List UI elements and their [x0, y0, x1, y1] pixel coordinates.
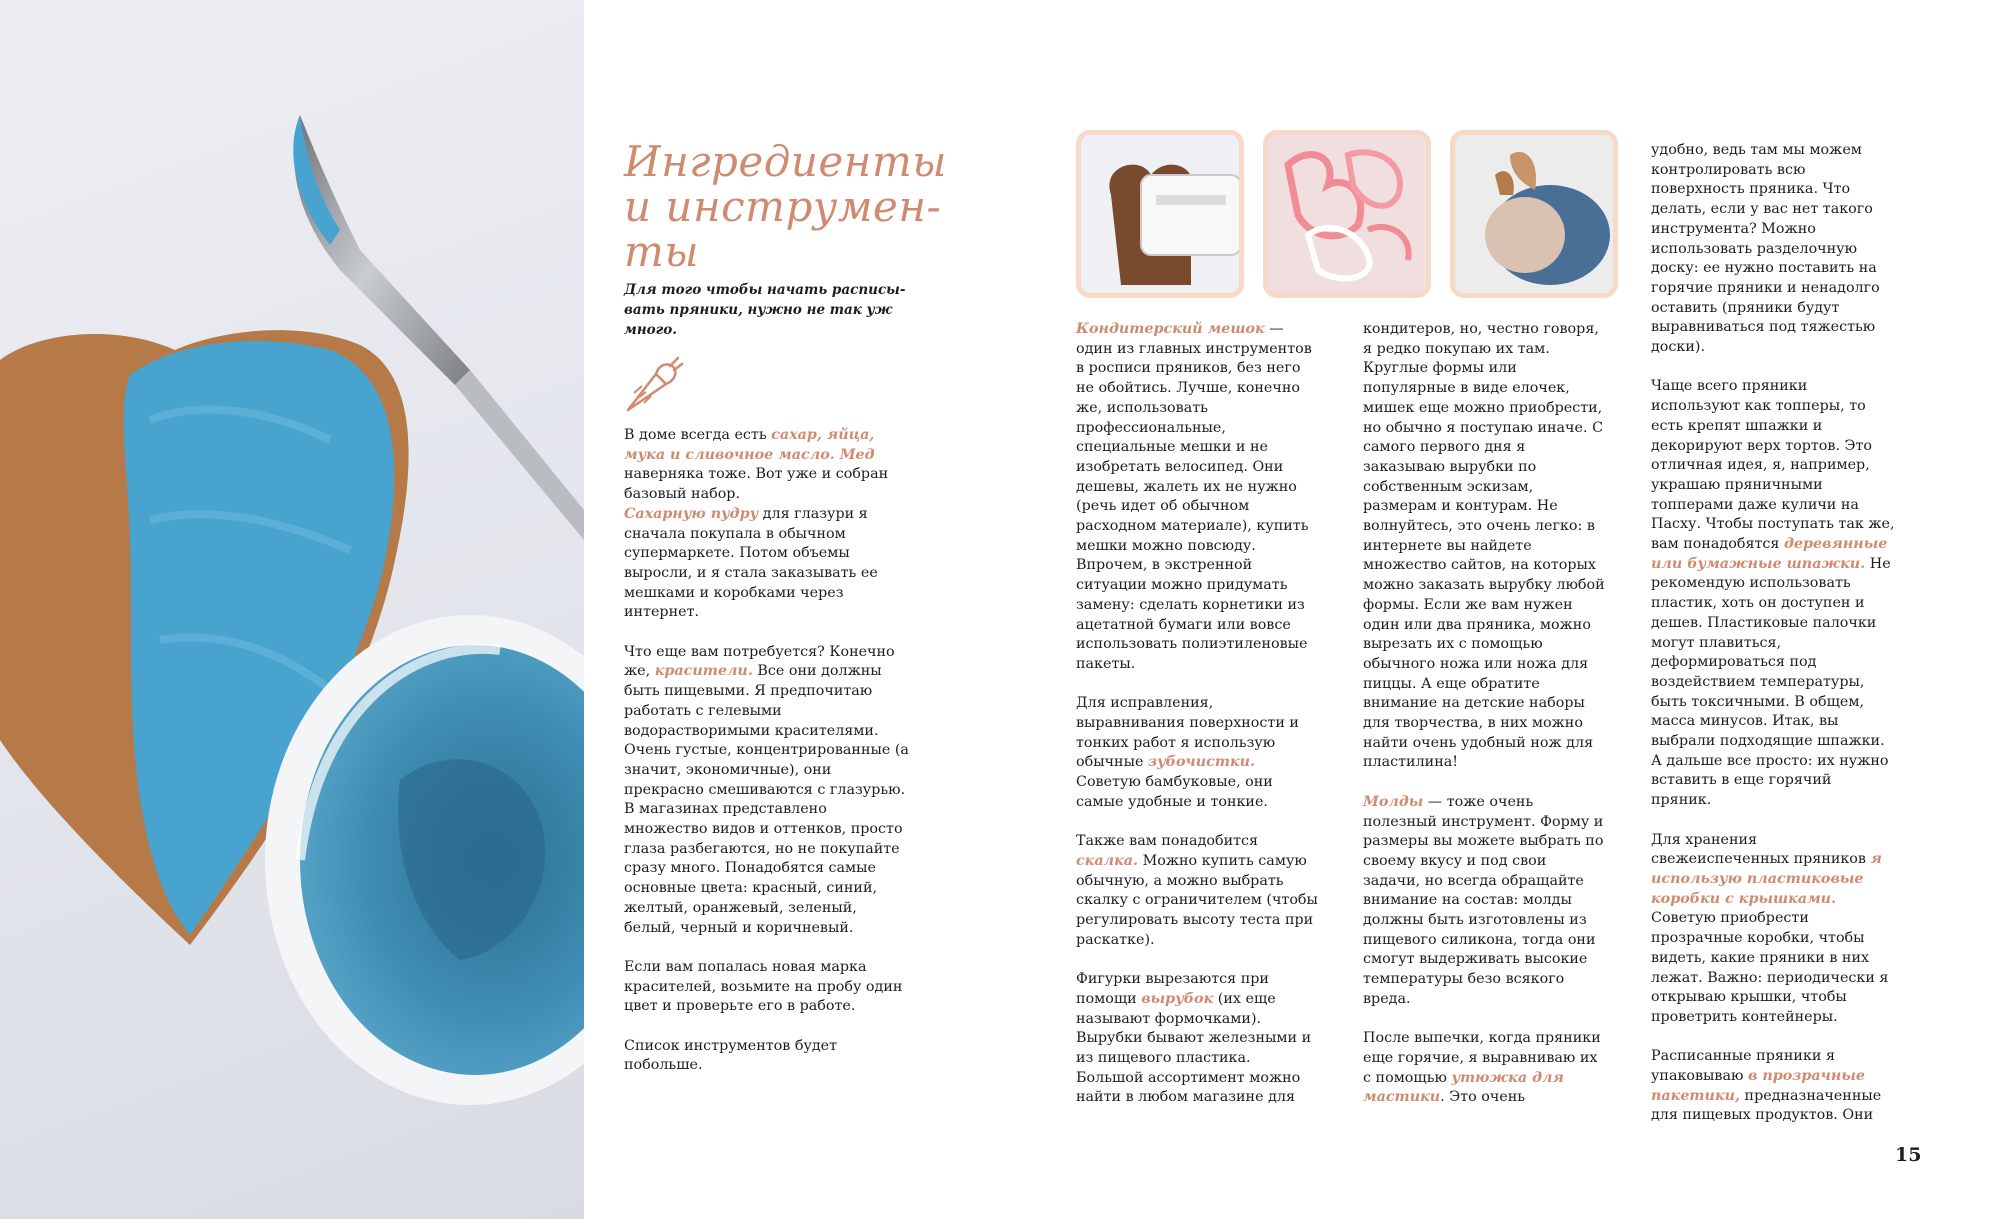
highlight: красители.: [654, 663, 753, 680]
highlight: утюжка для мастики: [1363, 1069, 1564, 1106]
paragraph: Если вам попалась новая марка красителей, возьмите на пробу один цвет и проверьте его в работе.: [624, 958, 903, 1015]
paragraph: После выпечки, когда пряники еще горячие, я выравниваю их с помощью утюжка для мастики. Это очень: [1363, 1030, 1601, 1106]
highlight: зубочистки.: [1147, 754, 1255, 771]
text-column-3: [1363, 320, 1608, 1108]
highlight: Молды: [1363, 793, 1424, 810]
paragraph: Расписанные пряники я упаковываю в прозрачные пакетики, предназначенные для пищевых продуктов. Они: [1651, 1048, 1882, 1124]
lead-line: вать пряники, нужно не так уж: [624, 302, 893, 318]
text-column-2: [1076, 320, 1321, 1108]
page-number: 15: [1895, 1144, 1922, 1166]
paragraph: Для исправления, выравнивания поверхности и тонких работ я использую обычные зубочистки. Советую бамбуковые, они самые удобные и тонкие.: [1076, 695, 1299, 810]
highlight: скалка.: [1076, 852, 1139, 869]
page-title: [624, 139, 954, 274]
piping-bag-icon: [622, 352, 686, 416]
title-line: и инструмен-: [624, 182, 942, 231]
paragraph: Также вам понадобится скалка. Можно купить самую обычную, а можно выбрать скалку с ограничителем (чтобы регулировать высоту теста при раскатке).: [1076, 833, 1318, 948]
highlight: я использую пластиковые коробки с крышками.: [1651, 851, 1882, 907]
paragraph: В доме всегда есть сахар, яйца, мука и сливочное масло. Мед наверняка тоже. Вот уже и собран базовый набор. Сахарную пудру для глазури я сначала покупала в обычном супермаркете. Потом объемы выросли, и я стала заказывать ее мешками и коробками через интернет.: [624, 427, 889, 621]
paragraph: Что еще вам потребуется? Конечно же, красители. Все они должны быть пищевыми. Я предпочитаю работать с гелевыми водорастворимыми красителями. Очень густые, концентрированные (а значит, экономичные), они прекрасно смешиваются с глазурью. В магазинах представлено множество видов и оттенков, просто глаза разбегаются, но не покупайте сразу много. Понадобятся самые основные цвета: красный, синий, желтый, оранжевый, зеленый, белый, черный и коричневый.: [624, 643, 909, 936]
highlight: сахар, яйца, мука и сливочное масло. Мед: [624, 427, 875, 463]
photo-gingerbread-scraper: [1076, 130, 1244, 298]
paragraph: Список инструментов будет побольше.: [624, 1037, 838, 1074]
text-column-4: [1651, 141, 1896, 1126]
highlight: Сахарную пудру: [624, 505, 759, 522]
paragraph: Для хранения свежеиспеченных пряников я использую пластиковые коробки с крышками. Советую приобрести прозрачные коробки, чтобы видеть, какие пряники в них лежат. Важно: периодически я открываю крышки, чтобы проветрить контейнеры.: [1651, 831, 1889, 1025]
photo-cookie-cutters: [1263, 130, 1431, 298]
lead-line: много.: [624, 322, 677, 338]
highlight: в прозрачные пакетики,: [1651, 1068, 1865, 1104]
paragraph: удобно, ведь там мы можем контролировать всю поверхность пряника. Что делать, если у вас нет такого инструмента? Можно использовать разделочную доску: ее нужно поставить на горячие пряники и ненадолго оставить (пряники будут выравниваться под тяжестью доски).: [1651, 142, 1880, 356]
title-line: Ингредиенты: [624, 137, 947, 186]
highlight: Кондитерский мешок: [1076, 321, 1265, 337]
text-column-1: [624, 426, 912, 1076]
title-line: ты: [624, 227, 700, 276]
paragraph: Молды — тоже очень полезный инструмент. Форму и размеры вы можете выбрать по своему вкусу и под свои задачи, но всегда обращайте внимание на состав: молды должны быть изготовлены из пищевого силикона, тогда они смогут выдерживать высокие температуры безо всякого вреда.: [1363, 793, 1604, 1007]
highlight: деревянные или бумажные шпажки.: [1651, 536, 1888, 572]
lead-line: Для того чтобы начать расписы-: [624, 282, 906, 298]
paragraph: Кондитерский мешок — один из главных инструментов в росписи пряников, без него не обойтись. Лучше, конечно же, использовать профессиональные, специальные мешки и не изобретать велосипед. Они дешевы, жалеть их не нужно (речь идет об обычном расходном материале), купить мешки можно повсюду. Впрочем, в экстренной ситуации можно придумать замену: сделать корнетики из ацетатной бумаги или вовсе использовать полиэтиленовые пакеты.: [1076, 321, 1312, 672]
lead-paragraph: [624, 280, 914, 340]
paragraph: кондитеров, но, честно говоря, я редко покупаю их там. Круглые формы или популярные в виде елочек, мишек еще можно приобрести, но обычно я поступаю иначе. С самого первого дня я заказываю вырубки по собственным эскизам, размерам и контурам. Не волнуйтесь, это очень легко: в интернете вы найдете множество сайтов, на которых можно заказать вырубку любой формы. Если же вам нужен один или два пряника, можно вырезать их с помощью обычного ножа или ножа для пиццы. А еще обратите внимание на детские наборы для творчества, в них можно найти очень удобный нож для пластилина!: [1363, 321, 1605, 771]
photo-illustration: [0, 0, 584, 1219]
photo-bunny-gingerbread: [1450, 130, 1618, 298]
photo-heart-gingerbread: [0, 0, 584, 1219]
paragraph: Фигурки вырезаются при помощи вырубок (их еще называют формочками). Вырубки бывают железными и из пищевого пластика. Большой ассортимент можно найти в любом магазине для: [1076, 971, 1312, 1106]
highlight: вырубок: [1141, 990, 1214, 1007]
paragraph: Чаще всего пряники используют как топперы, то есть крепят шпажки и декорируют верх тортов. Это отличная идея, я, например, украшаю пряничными топперами даже куличи на Пасху. Чтобы поступать так же, вам понадобятся деревянные или бумажные шпажки. Не рекомендую использовать пластик, хоть он доступен и дешев. Пластиковые палочки могут плавиться, деформироваться под воздействием температуры, быть токсичными. В общем, масса минусов. Итак, вы выбрали подходящие шпажки. А дальше все просто: их нужно вставить в еще горячий пряник.: [1651, 378, 1895, 809]
